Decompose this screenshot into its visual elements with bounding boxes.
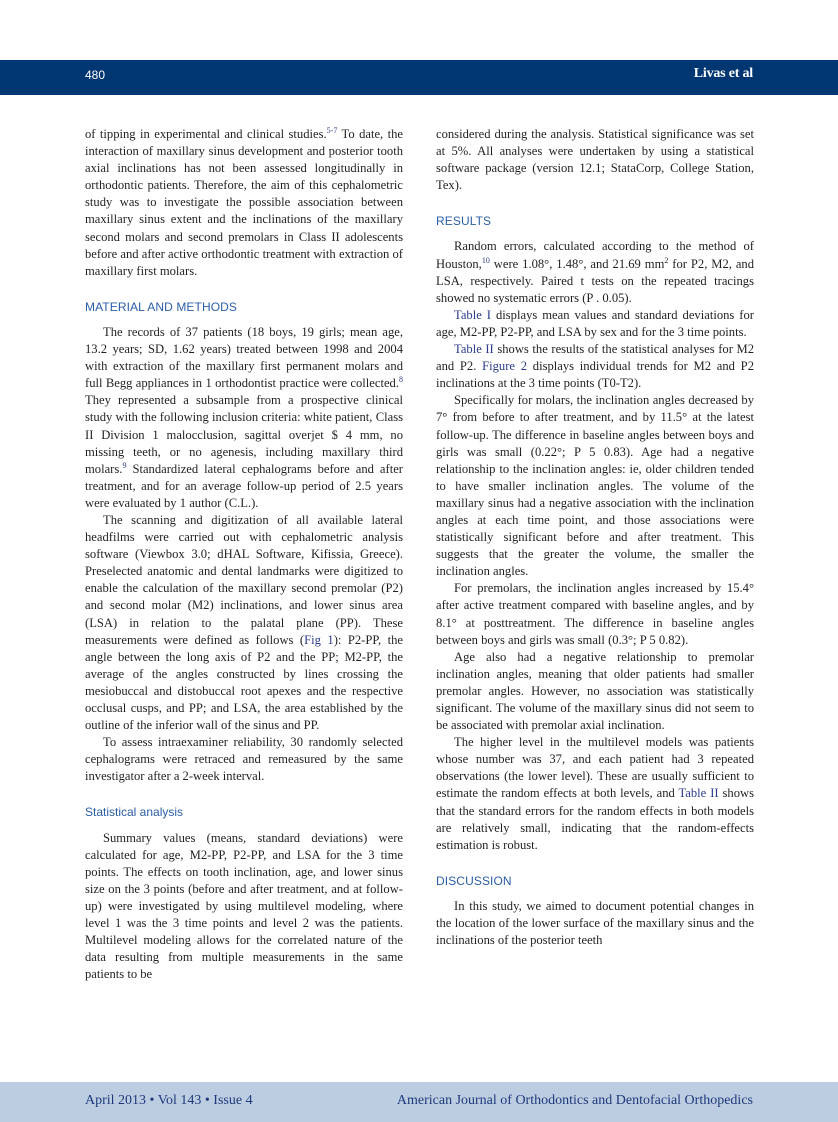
text: The records of 37 patients (18 boys, 19 girls; mean age, 13.2 years; SD, 1.62 years) treated between 1998 and 2004 with extraction of the maxillary first permanent molars and full Begg appliances in 1 orthodontist practice were collected. bbox=[85, 324, 403, 391]
running-footer bbox=[0, 1082, 838, 1122]
text: The higher level in the multilevel models was patients whose number was 37, and each patient had 3 repeated observations (the lower level). These are usually sufficient to estimate the random effects at both levels, and bbox=[436, 735, 754, 801]
section-heading-discussion: DISCUSSION bbox=[436, 873, 512, 888]
right-column bbox=[436, 126, 754, 949]
journal-name: American Journal of Orthodontics and Dentofacial Orthopedics bbox=[396, 1093, 753, 1108]
figure-link[interactable]: Fig 1 bbox=[304, 632, 334, 647]
results-paragraph-3 bbox=[436, 341, 754, 392]
methods-paragraph-3: To assess intraexaminer reliability, 30 randomly selected cephalograms were retraced and remeasured by the same investigator after a 2-week interval. bbox=[85, 735, 403, 784]
stats-paragraph-continued: considered during the analysis. Statistical significance was set at 5%. All analyses were undertaken by using a statistical software package (version 12.1; StataCorp, College Station, Tex). bbox=[436, 127, 754, 193]
reference-link[interactable]: 8 bbox=[399, 375, 403, 385]
reference-link[interactable]: 9 bbox=[122, 460, 127, 470]
results-paragraph-2 bbox=[436, 307, 754, 341]
text: displays mean values and standard deviations for age, M2-PP, P2-PP, and LSA by sex and for the 3 time points. bbox=[436, 307, 754, 339]
table-link[interactable]: Table II bbox=[678, 786, 719, 801]
table-link[interactable]: Table II bbox=[454, 342, 494, 357]
results-paragraph-6: Age also had a negative relationship to premolar inclination angles, meaning that older patients had smaller premolar angles. However, no association was statistically significant. The volume of the maxillary sinus did not seem to be associated with premolar axial inclination. bbox=[436, 649, 754, 733]
text: for P2, M2, and LSA, respectively. Paired t tests on the repeated tracings showed no systematic errors (P . 0.05). bbox=[436, 256, 754, 305]
table-link[interactable]: Table I bbox=[454, 307, 491, 322]
results-paragraph-1 bbox=[436, 238, 754, 306]
issue-info: April 2013 • Vol 143 • Issue 4 bbox=[85, 1093, 253, 1108]
left-column bbox=[85, 126, 403, 983]
text: of tipping in experimental and clinical studies. bbox=[85, 127, 327, 141]
figure-link[interactable]: Figure 2 bbox=[482, 359, 528, 374]
methods-paragraph-1 bbox=[85, 324, 403, 512]
intro-paragraph bbox=[85, 126, 403, 280]
results-paragraph-5: For premolars, the inclination angles increased by 15.4° after active treatment compared with baseline angles, and by 8.1° at posttreatment. The difference in baseline angles between boys and girls was small (0.3°; P 5 0.82). bbox=[436, 581, 754, 647]
text: To date, the interaction of maxillary sinus development and posterior tooth axial inclinations has not been assessed longitudinally in orthodontic patients. Therefore, the aim of this cephalometric study was to investigate the possible association between maxillary sinus extent and the inclinations of the maxillary second molars and second premolars in Class II adolescents before and after active orthodontic treatment with extraction of maxillary first molars. bbox=[85, 127, 403, 278]
text: Standardized lateral cephalograms before and after treatment, and for an average follow-up period of 2.5 years were evaluated by 1 author (C.L.). bbox=[85, 461, 403, 510]
section-heading-results: RESULTS bbox=[436, 214, 492, 229]
text: shows the results of the statistical analyses for M2 and P2. bbox=[436, 342, 754, 374]
discussion-paragraph-1: In this study, we aimed to document potential changes in the location of the lower surface of the maxillary sinus and the inclinations of the posterior teeth bbox=[436, 898, 754, 948]
text: ): P2-PP, the angle between the long axis of P2 and the PP; M2-PP, the average of the angles constructed by lines crossing the mesiobuccal and distobuccal root apexes and the respective occlusal cusps, and PP; and LSA, the area established by the outline of the inferior wall of the sinus and PP. bbox=[85, 632, 403, 733]
text: Random errors, calculated according to the method of Houston, bbox=[436, 239, 754, 271]
results-paragraph-4: Specifically for molars, the inclination angles decreased by 7° from before to after treatment, and by 11.5° at the latest follow-up. The difference in baseline angles between boys and girls was small (0.22°; P 5 0.83). Age had a negative relationship to the inclination angles: ie, older children tended to have smaller inclination angles. The volume of the maxillary sinus had a negative association with the inclination angles at each time point, and those associations were statistically significant before and after treatment. This suggests that the greater the volume, the smaller the inclination angles. bbox=[436, 393, 754, 579]
stats-paragraph-1: Summary values (means, standard deviations) were calculated for age, M2-PP, P2-PP, and LSA for the 3 time points. The effects on tooth inclination, age, and lower sinus size on the 3 points (before and after treatment, and at follow-up) were investigated by using multilevel modeling, where level 1 was the 3 time points and level 2 was the patients. Multilevel modeling allows for the correlated nature of the data resulting from multiple measurements in the same patients to be bbox=[85, 830, 403, 982]
reference-link[interactable]: 10 bbox=[481, 255, 490, 265]
page-number: 480 bbox=[85, 68, 106, 82]
subsection-heading-statistical-analysis: Statistical analysis bbox=[85, 805, 184, 820]
reference-link[interactable]: 5-7 bbox=[326, 126, 338, 135]
running-header bbox=[0, 60, 838, 95]
text: displays individual trends for M2 and P2 inclinations at the 3 time points (T0-T2). bbox=[436, 359, 754, 391]
section-heading-methods: MATERIAL AND METHODS bbox=[85, 299, 238, 314]
text: shows that the standard errors for the random effects in both models are relatively small, indicating that the random-effects estimation is robust. bbox=[436, 786, 755, 852]
results-paragraph-7 bbox=[436, 734, 754, 854]
running-title: Livas et al bbox=[693, 66, 753, 81]
unit-superscript: 2 bbox=[664, 255, 669, 265]
methods-paragraph-2 bbox=[85, 512, 403, 734]
text: The scanning and digitization of all available lateral headfilms were carried out with cephalometric analysis software (Viewbox 3.0; dHAL Software, Kifissia, Greece). Preselected anatomic and dental landmarks were digitized to enable the calculation of the maxillary second premolar (P2) and second molar (M2) inclinations, and lower sinus area (LSA) in relation to the palatal plane (PP). These measurements were defined as follows ( bbox=[85, 512, 403, 647]
text: They represented a subsample from a prospective clinical study with the following inclusion criteria: white patient, Class II Division 1 malocclusion, sagittal overjet $ 4 mm, no missing teeth, or no agenesis, including maxillary third molars. bbox=[85, 393, 403, 476]
text: were 1.08°, 1.48°, and 21.69 mm bbox=[489, 256, 665, 271]
